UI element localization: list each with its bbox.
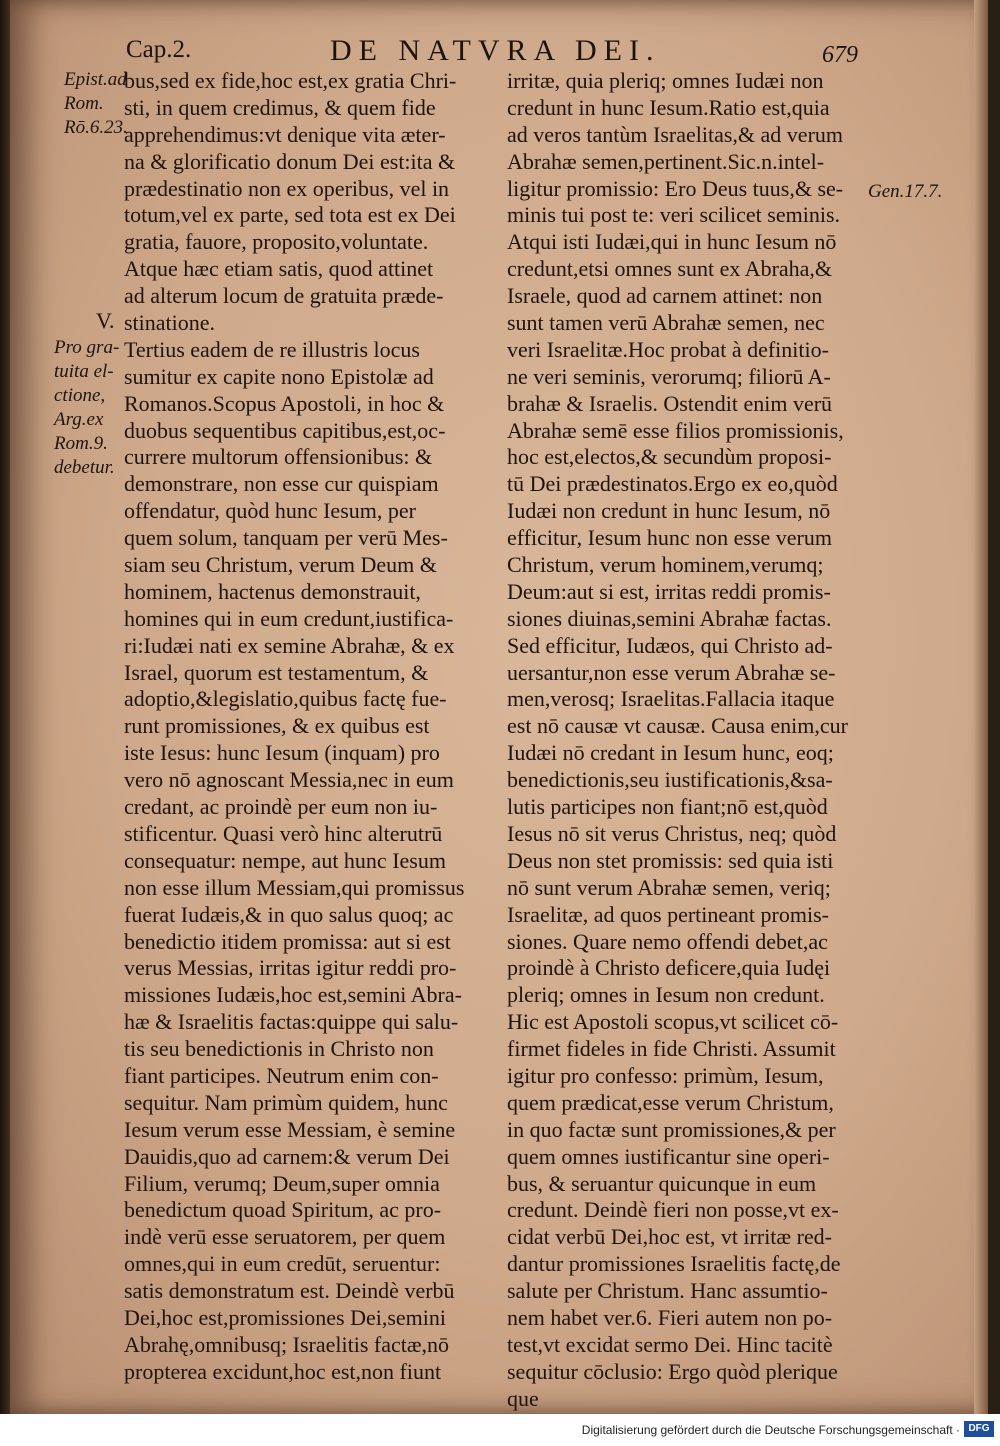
left-text-column — [124, 68, 486, 1386]
chapter-label: Cap.2. — [126, 36, 192, 63]
text-line: sumitur ex capite nono Epistolæ ad — [124, 363, 434, 389]
text-line: Hic est Apostoli scopus,vt scilicet cō- — [507, 1009, 839, 1035]
text-line: siones. Quare nemo offendi debet,ac — [507, 928, 828, 954]
margin-note-epist — [64, 68, 128, 140]
text-line: Abrahę,omnibusq; Israelitis factæ,nō — [124, 1331, 450, 1357]
text-line: igitur pro confesso: primùm, Iesum, — [507, 1062, 824, 1088]
text-line: benedictionis,seu iustificationis,&sa- — [507, 767, 833, 793]
text-line: quem prædicat,esse verum Christum, — [507, 1089, 834, 1115]
text-line: adoptio,&legislatio,quibus factę fue- — [124, 686, 447, 712]
text-line: credant, ac proindè per eum non iu- — [124, 794, 438, 820]
text-line: prædestinatio non ex operibus, vel in — [124, 175, 450, 201]
text-line: satis demonstratum est. Deindè verbū — [124, 1278, 455, 1304]
section-number: V. — [96, 308, 115, 333]
text-line: firmet fideles in fide Christi. Assumit — [507, 1036, 836, 1062]
text-line: ligitur promissio: Ero Deus tuus,& se- — [507, 175, 844, 201]
text-line: propterea excidunt,hoc est,non fiunt — [124, 1358, 442, 1384]
margin-note-line: debetur. — [54, 457, 115, 478]
text-line: iste Iesus: hunc Iesum (inquam) pro — [124, 740, 440, 766]
text-line: uersantur,non esse verum Abrahæ se- — [507, 659, 836, 685]
text-line: hæ & Israelitis factas:quippe qui salu- — [124, 1009, 459, 1035]
text-line: men,verosq; Israelitas.Fallacia itaque — [507, 686, 835, 712]
text-line: bus, & seruantur quicunque in eum — [507, 1170, 817, 1196]
margin-note-line: Rō.6.23. — [64, 117, 128, 138]
text-line: Filium, verumq; Deum,super omnia — [124, 1170, 440, 1196]
running-title: DE NATVRA DEI. — [330, 34, 661, 67]
text-line: Tertius eadem de re illustris locus — [124, 336, 420, 362]
text-line: indè verū esse seruatorem, per quem — [124, 1224, 446, 1250]
text-line: duobus sequentibus capitibus,est,oc- — [124, 417, 446, 443]
text-line: missiones Iudæis,hoc est,semini Abra- — [124, 982, 462, 1008]
text-line: totum,vel ex parte, sed tota est ex Dei — [124, 202, 456, 228]
text-line: Abrahæ semen,pertinent.Sic.n.intel- — [507, 148, 825, 174]
text-line: que — [507, 1385, 539, 1411]
text-line: runt promissiones, & ex quibus est — [124, 713, 430, 739]
text-line: veri Israelitæ.Hoc probat à definitio- — [507, 336, 829, 362]
text-line: test,vt excidat sermo Dei. Hinc tacitè — [507, 1331, 833, 1357]
text-line: sequitur cōclusio: Ergo quòd plerique — [507, 1358, 838, 1384]
text-line: siones diuinas,semini Abrahæ factas. — [507, 605, 832, 631]
text-line: ne veri seminis, verorumq; filiorū A- — [507, 363, 831, 389]
text-line: brahæ & Israelis. Ostendit enim verū — [507, 390, 833, 416]
margin-note-pro — [54, 336, 119, 480]
text-line: fiant participes. Neutrum enim con- — [124, 1062, 439, 1088]
text-line: Romanos.Scopus Apostoli, in hoc & — [124, 390, 445, 416]
text-line: cidat verbū Dei,hoc est, vt irritæ red- — [507, 1224, 833, 1250]
text-line: vero nō agnoscant Messia,nec in eum — [124, 767, 454, 793]
text-line: lutis participes non fiant;nō est,quòd — [507, 794, 828, 820]
text-line: est nō causæ vt causæ. Causa enim,cur — [507, 713, 848, 739]
text-line: credunt. Deindè fieri non posse,vt ex- — [507, 1197, 839, 1223]
running-header — [10, 30, 988, 70]
text-line: credunt,etsi omnes sunt ex Abraha,& — [507, 256, 833, 282]
text-line: sti, in quem credimus, & quem fide — [124, 94, 436, 120]
text-line: currere multorum offensionibus: & — [124, 444, 433, 470]
margin-note-line: tuita el- — [54, 361, 114, 382]
margin-note-line: Rom.9. — [54, 433, 108, 454]
text-line: nem habet ver.6. Fieri autem non po- — [507, 1304, 833, 1330]
margin-note-line: Epist.ad — [64, 69, 127, 90]
text-line: Iudæi non credunt in hunc Iesum, nō — [507, 498, 831, 524]
text-line: in quo factæ sunt promissiones,& per — [507, 1116, 836, 1142]
text-line: apprehendimus:vt denique vita æter- — [124, 121, 446, 147]
text-line: benedictio itidem promissa: aut si est — [124, 928, 451, 954]
text-line: verus Messias, irritas igitur reddi pro- — [124, 955, 457, 981]
text-line: Iudæi nō credant in Iesum hunc, eoq; — [507, 740, 834, 766]
text-line: na & glorificatio donum Dei est:ita & — [124, 148, 456, 174]
text-line: Israel, quorum est testamentum, & — [124, 659, 429, 685]
text-line: minis tui post te: veri scilicet seminis. — [507, 202, 841, 228]
margin-note-line: Pro gra- — [54, 337, 120, 358]
text-line: fuerat Iudæis,& in quo salus quoq; ac — [124, 901, 454, 927]
text-line: Abrahæ semē esse filios promissionis, — [507, 417, 844, 443]
text-line: benedictum quoad Spiritum, ac pro- — [124, 1197, 442, 1223]
text-line: hoc est,electos,& secundùm proposi- — [507, 444, 832, 470]
text-line: Dei,hoc est,promissiones Dei,semini — [124, 1304, 447, 1330]
text-line: nō sunt verum Abrahæ semen, veriq; — [507, 874, 831, 900]
text-line: tis seu benedictionis in Christo non — [124, 1036, 434, 1062]
text-line: bus,sed ex fide,hoc est,ex gratia Chri- — [124, 68, 457, 93]
text-line: salute per Christum. Hanc assumtio- — [507, 1278, 828, 1304]
margin-note-gen: Gen.17.7. — [868, 181, 943, 202]
text-line: Iesus nō sit verus Christus, neq; quòd — [507, 820, 837, 846]
text-line: omnes,qui in eum credūt, seruentur: — [124, 1251, 441, 1277]
text-line: quem omnes iustificantur sine operi- — [507, 1143, 830, 1169]
text-line: non esse illum Messiam,qui promissus — [124, 874, 465, 900]
page-edge — [974, 0, 988, 1414]
text-line: efficitur, Iesum hunc non esse verum — [507, 525, 832, 551]
text-line: quem solum, tanquam per verū Mes- — [124, 525, 448, 551]
text-line: homines qui in eum credunt,iustifica- — [124, 605, 454, 631]
dfg-logo: DFG — [964, 1421, 994, 1437]
text-line: credunt in hunc Iesum.Ratio est,quia — [507, 94, 830, 120]
digitization-footer — [0, 1414, 1000, 1446]
margin-note-line: Arg.ex — [54, 409, 104, 430]
text-line: ad veros tantùm Israelitas,& ad verum — [507, 121, 844, 147]
text-line: Atque hæc etiam satis, quod attinet — [124, 256, 434, 282]
text-line: Sed efficitur, Iudæos, qui Christo ad- — [507, 632, 833, 658]
right-text-column — [507, 68, 859, 1413]
margin-note-line: Rom. — [64, 93, 104, 114]
text-line: Iesum verum esse Messiam, è semine — [124, 1116, 456, 1142]
text-line: Atqui isti Iudæi,qui in hunc Iesum nō — [507, 229, 837, 255]
text-line: tū Dei prædestinatos.Ergo ex eo,quòd — [507, 471, 838, 497]
text-line: dantur promissiones Israelitis factę,de — [507, 1251, 841, 1277]
text-line: offendatur, quòd hunc Iesum, per — [124, 498, 416, 524]
footer-credit: Digitalisierung gefördert durch die Deutsche Forschungsgemeinschaft · — [581, 1423, 960, 1437]
text-line: siam seu Christum, verum Deum & — [124, 552, 437, 578]
text-line: sequitur. Nam primùm quidem, hunc — [124, 1089, 448, 1115]
text-line: Israelitæ, ad quos pertineant promis- — [507, 901, 829, 927]
text-line: proindè à Christo deficere,quia Iudęi — [507, 955, 831, 981]
text-line: ad alterum locum de gratuita præde- — [124, 283, 444, 309]
margin-note-line: ctione, — [54, 385, 106, 406]
text-line: consequatur: nempe, aut hunc Iesum — [124, 847, 446, 873]
text-line: hominem, hactenus demonstrauit, — [124, 578, 421, 604]
text-line: irritæ, quia pleriq; omnes Iudæi non — [507, 68, 824, 93]
text-line: demonstrare, non esse cur quispiam — [124, 471, 439, 497]
text-line: stinatione. — [124, 310, 216, 336]
text-line: Dauidis,quo ad carnem:& verum Dei — [124, 1143, 450, 1169]
text-line: pleriq; omnes in Iesum non credunt. — [507, 982, 825, 1008]
text-line: ri:Iudæi nati ex semine Abrahæ, & ex — [124, 632, 455, 658]
text-line: Christum, verum hominem,verumq; — [507, 552, 824, 578]
text-line: gratia, fauore, proposito,voluntate. — [124, 229, 429, 255]
book-page — [10, 0, 988, 1414]
page-number: 679 — [822, 42, 858, 68]
text-line: sunt tamen verū Abrahæ semen, nec — [507, 310, 825, 336]
text-line: Israele, quod ad carnem attinet: non — [507, 283, 823, 309]
text-line: Deus non stet promissis: sed quia isti — [507, 847, 834, 873]
text-line: stificentur. Quasi verò hinc alterutrū — [124, 820, 443, 846]
text-line: Deum:aut si est, irritas reddi promis- — [507, 578, 831, 604]
